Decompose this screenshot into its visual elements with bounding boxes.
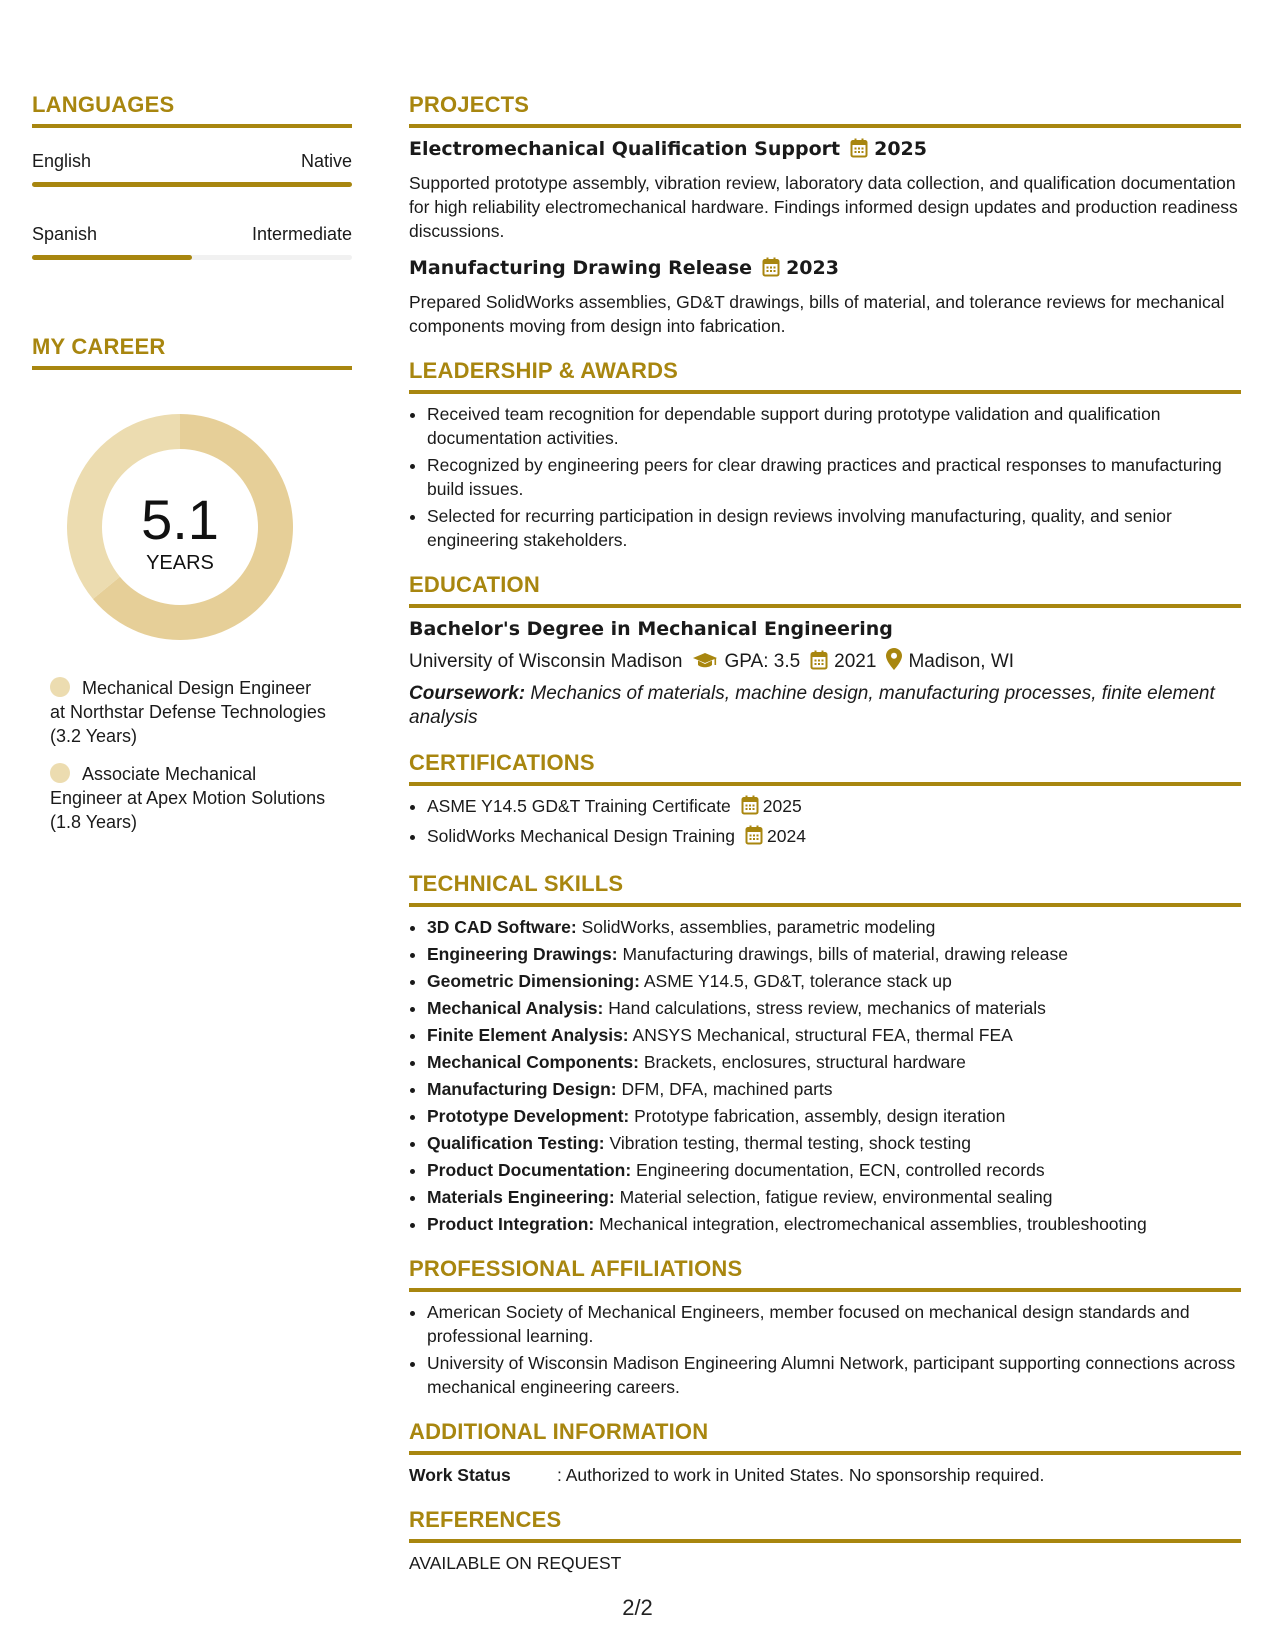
project-description: Prepared SolidWorks assemblies, GD&T drawings, bills of material, and tolerance reviews for mechanical components moving from design into fabrication.: [409, 292, 1225, 336]
skill-value: Brackets, enclosures, structural hardware: [643, 1052, 966, 1072]
certification-name: SolidWorks Mechanical Design Training: [427, 826, 736, 846]
skill-label: 3D CAD Software:: [427, 917, 577, 937]
skill-item: [427, 1077, 1241, 1101]
skill-label: Engineering Drawings:: [427, 944, 618, 964]
certification-year: 2024: [767, 826, 806, 846]
career-legend-label: Mechanical Design Engineer at Northstar Defense Technologies (3.2 Years): [50, 678, 326, 746]
calendar-icon: [762, 257, 780, 284]
graduation-cap-icon: [692, 652, 718, 678]
certifications-list: [409, 794, 1241, 851]
language-proficiency-fill: [32, 255, 192, 260]
calendar-icon: [810, 650, 828, 678]
skill-value: ANSYS Mechanical, structural FEA, thermal FEA: [632, 1025, 1013, 1045]
project-name: Manufacturing Drawing Release: [409, 257, 753, 279]
list-item: • Selected for recurring participation in design reviews involving manufacturing, quality, and senior engineering stakeholders.: [427, 504, 1241, 552]
skill-label: Prototype Development:: [427, 1106, 630, 1126]
language-proficiency-bar: [32, 182, 352, 187]
skill-label: Mechanical Components:: [427, 1052, 639, 1072]
skill-label: Materials Engineering:: [427, 1187, 615, 1207]
language-row: [32, 150, 352, 172]
list-item: • Received team recognition for dependable support during prototype validation and qualification documentation activities.: [427, 402, 1241, 450]
skill-value: Hand calculations, stress review, mechanics of materials: [608, 998, 1046, 1018]
skill-label: Manufacturing Design:: [427, 1079, 617, 1099]
languages-list: [32, 150, 352, 260]
page-number: 2/2: [622, 1595, 653, 1620]
calendar-icon: [745, 825, 763, 851]
career-legend-label: Associate Mechanical Engineer at Apex Motion Solutions (1.8 Years): [50, 764, 326, 832]
affiliations-heading: PROFESSIONAL AFFILIATIONS: [409, 1256, 1241, 1292]
project-year: 2023: [786, 257, 839, 279]
graduation-year: 2021: [834, 651, 877, 672]
skill-item: [427, 1212, 1241, 1236]
work-status-value: : Authorized to work in United States. No sponsorship required.: [557, 1465, 1045, 1485]
left-column: [32, 92, 352, 848]
project-item: [409, 136, 1241, 243]
education-location: Madison, WI: [908, 651, 1015, 672]
languages-heading: LANGUAGES: [32, 92, 352, 128]
skill-value: Mechanical integration, electromechanical assemblies, troubleshooting: [599, 1214, 1147, 1234]
language-level: Intermediate: [251, 224, 352, 244]
additional-info-heading: ADDITIONAL INFORMATION: [409, 1419, 1241, 1455]
skill-item: [427, 1104, 1241, 1128]
project-year: 2025: [874, 138, 927, 160]
list-item: • University of Wisconsin Madison Engineering Alumni Network, participant supporting connections across mechanical engineering careers.: [427, 1351, 1241, 1399]
certification-year: 2025: [762, 796, 802, 816]
skill-label: Product Documentation:: [427, 1160, 632, 1180]
language-proficiency-fill: [32, 182, 352, 187]
calendar-icon: [850, 138, 868, 165]
career-total-value: 5.1: [141, 488, 219, 551]
skill-item: [427, 1158, 1241, 1182]
skill-value: Vibration testing, thermal testing, shock testing: [609, 1133, 972, 1153]
affiliations-list: [409, 1300, 1241, 1399]
skill-item: [427, 915, 1241, 939]
skill-item: [427, 969, 1241, 993]
language-item: [32, 223, 352, 260]
skill-item: [427, 1131, 1241, 1155]
career-total: [67, 414, 293, 640]
work-status-label: Work Status: [409, 1465, 511, 1485]
certification-name: ASME Y14.5 GD&T Training Certificate: [427, 796, 731, 816]
degree-title: Bachelor's Degree in Mechanical Engineering: [409, 618, 893, 640]
skill-value: ASME Y14.5, GD&T, tolerance stack up: [643, 971, 952, 991]
skill-label: Finite Element Analysis:: [427, 1025, 629, 1045]
school-name: University of Wisconsin Madison: [409, 651, 683, 672]
list-item: • American Society of Mechanical Engineers, member focused on mechanical design standards and professional learning.: [427, 1300, 1241, 1348]
calendar-icon: [741, 795, 759, 821]
projects-heading: PROJECTS: [409, 92, 1241, 128]
gpa: GPA: 3.5: [724, 651, 801, 672]
skill-item: [427, 1050, 1241, 1074]
skills-list: [409, 915, 1241, 1236]
career-legend-item: [50, 762, 330, 834]
project-item: [409, 255, 1241, 338]
project-title-row: [409, 255, 1241, 284]
skills-heading: TECHNICAL SKILLS: [409, 871, 1241, 907]
coursework-label: Coursework:: [409, 683, 526, 704]
coursework: [409, 682, 1241, 730]
language-row: [32, 223, 352, 245]
projects-list: [409, 136, 1241, 338]
legend-dot-icon: [50, 677, 70, 697]
project-name: Electromechanical Qualification Support: [409, 138, 841, 160]
language-name: English: [32, 151, 92, 171]
education-heading: EDUCATION: [409, 572, 1241, 608]
project-title-row: [409, 136, 1241, 165]
career-heading: MY CAREER: [32, 334, 352, 370]
certifications-heading: CERTIFICATIONS: [409, 750, 1241, 786]
language-level: Native: [300, 151, 352, 171]
skill-value: DFM, DFA, machined parts: [621, 1079, 833, 1099]
skill-label: Geometric Dimensioning:: [427, 971, 640, 991]
career-legend-item: [50, 676, 330, 748]
leadership-heading: LEADERSHIP & AWARDS: [409, 358, 1241, 394]
skill-value: Prototype fabrication, assembly, design iteration: [634, 1106, 1006, 1126]
language-item: [32, 150, 352, 187]
skill-value: Engineering documentation, ECN, controlled records: [636, 1160, 1045, 1180]
references-heading: REFERENCES: [409, 1507, 1241, 1543]
skill-item: [427, 942, 1241, 966]
skill-value: Material selection, fatigue review, environmental sealing: [619, 1187, 1053, 1207]
education-details: [409, 648, 1241, 678]
language-proficiency-bar: [32, 255, 352, 260]
skill-label: Qualification Testing:: [427, 1133, 605, 1153]
right-column: [409, 92, 1241, 1575]
language-name: Spanish: [32, 224, 98, 244]
career-donut-chart: [67, 414, 293, 640]
leadership-list: [409, 402, 1241, 552]
career-total-unit: YEARS: [146, 552, 214, 574]
legend-dot-icon: [50, 763, 70, 783]
skill-value: Manufacturing drawings, bills of material, drawing release: [622, 944, 1068, 964]
certification-item: [427, 794, 1241, 821]
coursework-text: Mechanics of materials, machine design, manufacturing processes, finite element analysis: [409, 683, 1215, 728]
list-item: • Recognized by engineering peers for clear drawing practices and practical responses to manufacturing build issues.: [427, 453, 1241, 501]
skill-item: [427, 996, 1241, 1020]
skill-value: SolidWorks, assemblies, parametric modeling: [581, 917, 936, 937]
project-description: Supported prototype assembly, vibration review, laboratory data collection, and qualification documentation for high reliability electromechanical hardware. Findings informed design updates and production readiness discussions.: [409, 173, 1238, 241]
certification-item: [427, 824, 1241, 851]
skill-label: Mechanical Analysis:: [427, 998, 604, 1018]
location-pin-icon: [886, 648, 902, 678]
skill-label: Product Integration:: [427, 1214, 595, 1234]
skill-item: [427, 1185, 1241, 1209]
references-text: AVAILABLE ON REQUEST: [409, 1553, 622, 1573]
skill-item: [427, 1023, 1241, 1047]
work-status-row: [409, 1463, 1241, 1487]
career-legend: [32, 676, 352, 834]
